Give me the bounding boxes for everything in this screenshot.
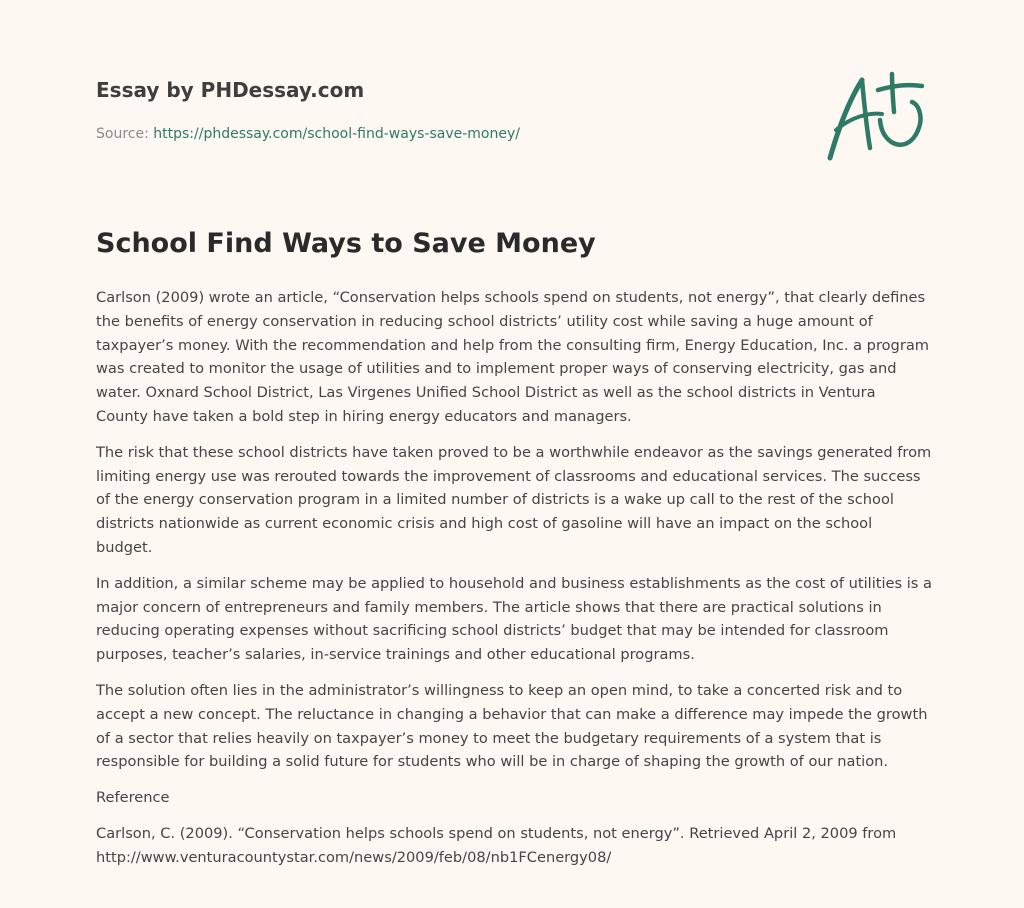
source-label: Source: [96,126,149,142]
source-line [96,124,796,144]
a-plus-logo-icon [822,68,928,164]
paragraph: The solution often lies in the administrator’s willingness to keep an open mind, to take a concerted risk and to accept a new concept. The reluctance in changing a behavior that can make a difference may impede the growth of a sector that relies heavily on taxpayer’s money to meet the budgetary requirements of a system that is responsible for building a solid future for students who will be in charge of shaping the growth of our nation. [96,681,928,771]
paragraph: In addition, a similar scheme may be applied to household and business establishments as the cost of utilities is a major concern of entrepreneurs and family members. The article shows that there are practical solutions in reducing operating expenses without sacrificing school districts’ budget that may be intended for classroom purposes, teacher’s salaries, in-service trainings and other educational programs. [96,574,932,664]
source-link[interactable]: https://phdessay.com/school-find-ways-save-money/ [153,126,520,142]
article-title: School Find Ways to Save Money [96,228,596,259]
article-body [96,286,932,882]
site-brand: Essay by PHDessay.com [96,78,365,102]
reference-entry: Carlson, C. (2009). “Conservation helps schools spend on students, not energy”. Retrieved April 2, 2009 from http://www.venturacountystar.com/news/2009/feb/08/nb1FCenergy08/ [96,824,897,866]
paragraph: Carlson (2009) wrote an article, “Conservation helps schools spend on students, not energy”, that clearly defines the benefits of energy conservation in reducing school districts’ utility cost while saving a huge amount of taxpayer’s money. With the recommendation and help from the consulting firm, Energy Education, Inc. a program was created to monitor the usage of utilities and to implement proper ways of conserving electricity, gas and water. Oxnard School District, Las Virgenes Unified School District as well as the school districts in Ventura County have taken a bold step in hiring energy educators and managers. [96,289,929,425]
paragraph: The risk that these school districts have taken proved to be a worthwhile endeavor as the savings generated from limiting energy use was rerouted towards the improvement of classrooms and educational services. The success of the energy conservation program in a limited number of districts is a wake up call to the rest of the school districts nationwide as current economic crisis and high cost of gasoline will have an impact on the school budget. [96,443,932,556]
site-header [96,76,796,144]
reference-heading: Reference [96,789,170,807]
